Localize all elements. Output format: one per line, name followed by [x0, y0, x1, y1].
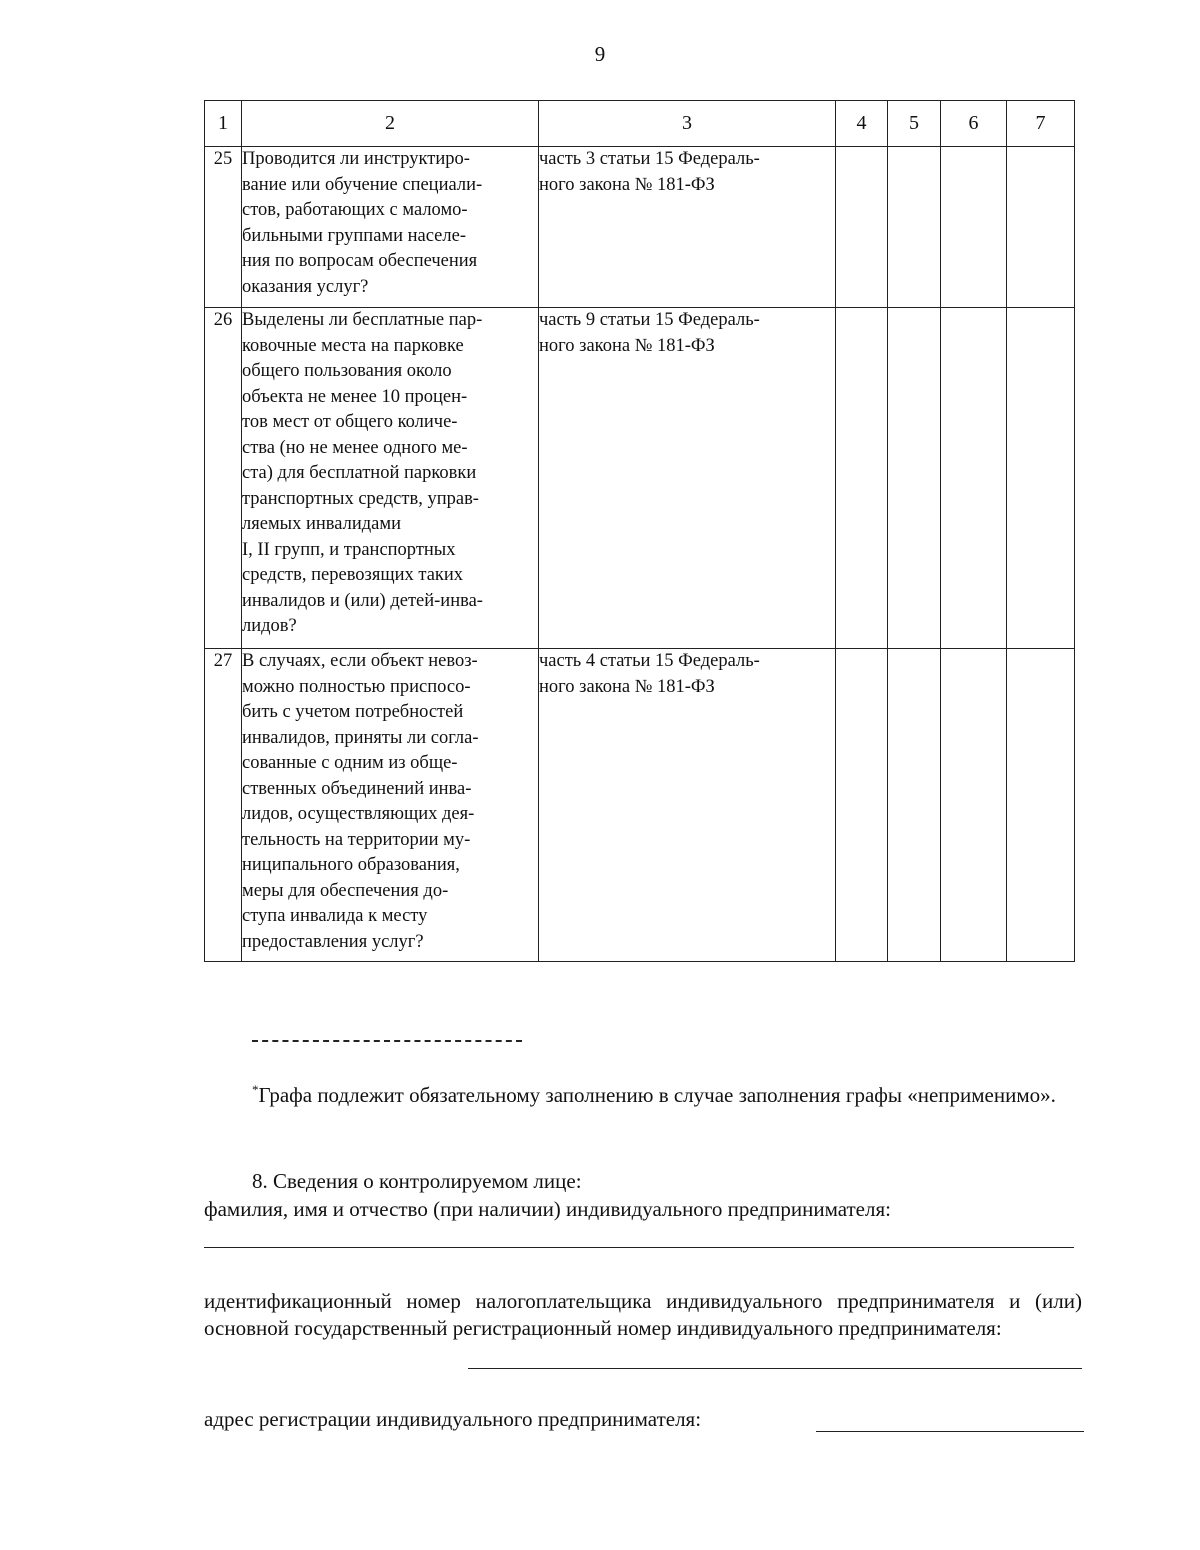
table-header-row [205, 101, 1075, 147]
row-question: Проводится ли инструктиро- вание или обучение специали- стов, работающих с маломо- бильными группами населе- ния по вопросам обеспечения оказания услуг? [242, 149, 483, 297]
row-number: 25 [205, 147, 242, 308]
fio-blank-line[interactable] [204, 1247, 1074, 1248]
column-header-7: 7 [1007, 101, 1075, 147]
table-row [205, 308, 1075, 649]
fio-label: фамилия, имя и отчество (при наличии) индивидуального предпринимателя: [204, 1197, 891, 1221]
inn-label-text: идентификационный номер налогоплательщика индивидуального предпринимателя и (или) основной государственный регистрационный номер индивидуального предпринимателя: [204, 1289, 1082, 1340]
row-number: 27 [205, 649, 242, 962]
answer-cell-note[interactable] [1007, 147, 1075, 308]
answer-cell-not-applicable[interactable] [941, 649, 1007, 962]
address-label: адрес регистрации индивидуального предпринимателя: [204, 1407, 702, 1431]
row-reference: часть 4 статьи 15 Федераль- ного закона № 181-ФЗ [539, 651, 760, 697]
row-question: В случаях, если объект невоз- можно полностью приспосо- бить с учетом потребностей инвалидов, приняты ли согла- сованные с одним из обще- ственных объединений инва- лидов, осуществляющих дея- тельность на территории му- ниципального образования, меры для обеспечения до- ступа инвалида к месту предоставления услуг? [242, 651, 479, 952]
answer-cell-not-applicable[interactable] [941, 147, 1007, 308]
inn-label [204, 1288, 1082, 1342]
footnote-text: Графа подлежит обязательному заполнению в случае заполнения графы «неприменимо». [258, 1083, 1056, 1107]
column-header-1: 1 [205, 101, 242, 147]
answer-cell-yes[interactable] [836, 308, 888, 649]
table-row [205, 147, 1075, 308]
answer-cell-yes[interactable] [836, 147, 888, 308]
column-header-4: 4 [836, 101, 888, 147]
address-blank-line[interactable] [816, 1431, 1084, 1432]
column-header-5: 5 [888, 101, 941, 147]
answer-cell-note[interactable] [1007, 308, 1075, 649]
answer-cell-yes[interactable] [836, 649, 888, 962]
footnote-marker: * [252, 1082, 259, 1097]
row-reference: часть 9 статьи 15 Федераль- ного закона № 181-ФЗ [539, 310, 760, 356]
column-header-6: 6 [941, 101, 1007, 147]
page-number: 9 [594, 42, 606, 66]
footnote-separator [252, 1040, 522, 1042]
checklist-table [204, 100, 1075, 962]
column-header-3: 3 [539, 101, 836, 147]
answer-cell-no[interactable] [888, 308, 941, 649]
inn-blank-line[interactable] [468, 1368, 1082, 1369]
answer-cell-not-applicable[interactable] [941, 308, 1007, 649]
column-header-2: 2 [242, 101, 539, 147]
row-number: 26 [205, 308, 242, 649]
table-row [205, 649, 1075, 962]
row-question: Выделены ли бесплатные пар- ковочные места на парковке общего пользования около объекта не менее 10 процен- тов мест от общего количе- ства (но не менее одного ме- ста) для бесплатной парковки транспортных средств, управ- ляемых инвалидами I, II групп, и транспортных средств, перевозящих таких инвалидов и (или) детей-инва- лидов? [242, 310, 483, 636]
row-reference: часть 3 статьи 15 Федераль- ного закона № 181-ФЗ [539, 149, 760, 195]
answer-cell-no[interactable] [888, 147, 941, 308]
section-heading: 8. Сведения о контролируемом лице: [252, 1169, 582, 1193]
answer-cell-note[interactable] [1007, 649, 1075, 962]
footnote [204, 1076, 1086, 1109]
answer-cell-no[interactable] [888, 649, 941, 962]
